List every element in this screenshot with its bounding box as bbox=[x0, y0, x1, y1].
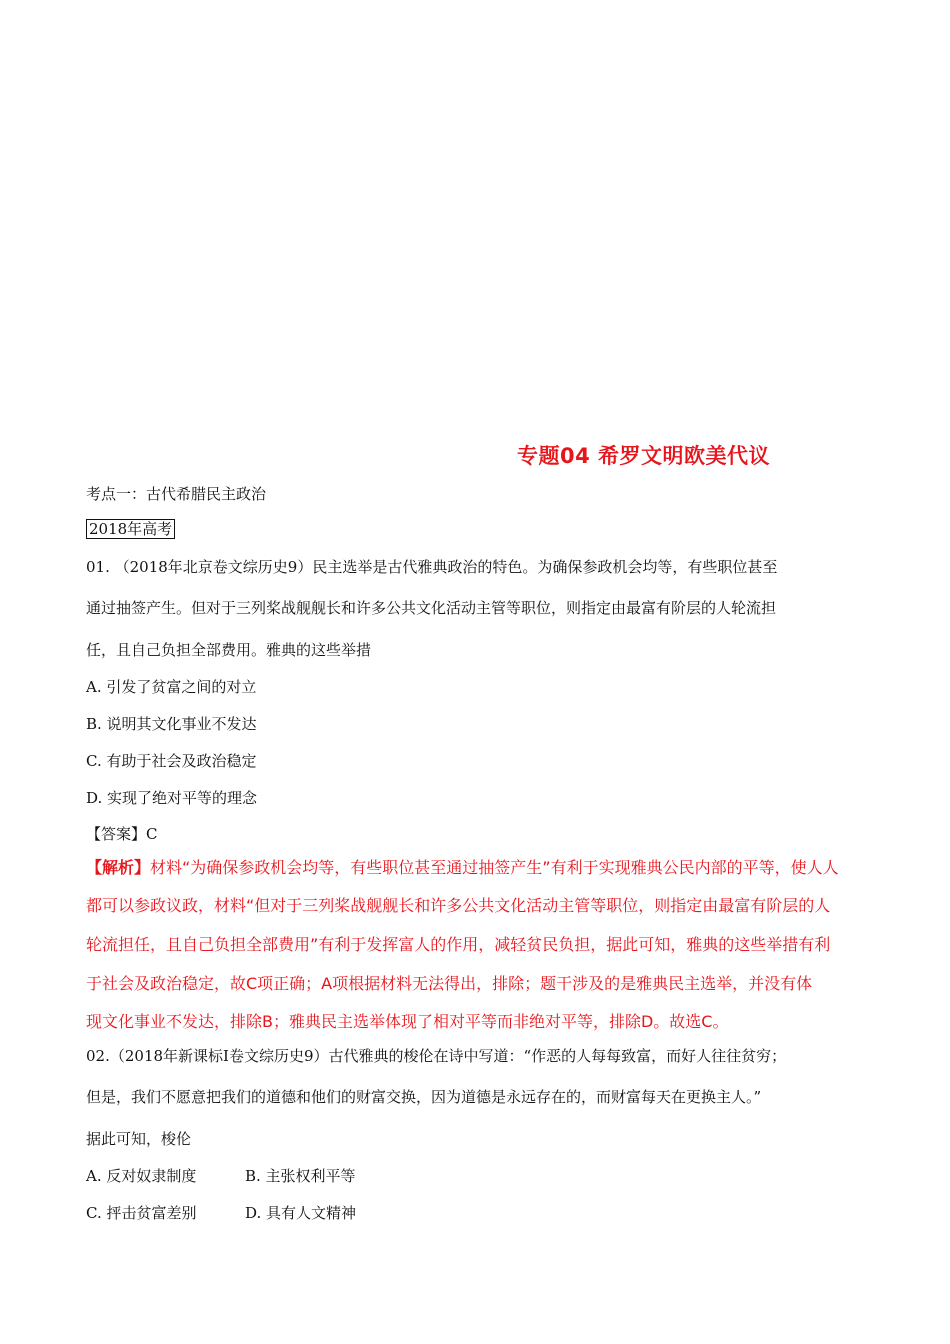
analysis-tag: 【解析】 bbox=[86, 858, 151, 877]
analysis-text: 材料“为确保参政机会均等，有些职位甚至通过抽签产生”有利于实现雅典公民内部的平等，使人人 bbox=[150, 858, 839, 877]
document-title: 专题04 希罗文明欧美代议 bbox=[517, 444, 771, 468]
q1-stem-line-3: 任，且自己负担全部费用。雅典的这些举措 bbox=[86, 641, 372, 659]
q1-option-d: D. 实现了绝对平等的理念 bbox=[86, 789, 258, 807]
q1-option-c: C. 有助于社会及政治稳定 bbox=[86, 752, 257, 770]
year-tag-row bbox=[86, 519, 175, 539]
q2-option-d: D. 具有人文精神 bbox=[245, 1204, 357, 1222]
q2-option-b: B. 主张权利平等 bbox=[245, 1167, 356, 1185]
q2-option-a: A. 反对奴隶制度 bbox=[86, 1167, 197, 1185]
q2-stem-line-1: 02.（2018年新课标Ⅰ卷文综历史9）古代雅典的梭伦在诗中写道：“作恶的人每每致富，而好人往往贫穷； bbox=[86, 1047, 787, 1065]
q2-options-row-1 bbox=[86, 1166, 486, 1186]
q2-options-row-2 bbox=[86, 1203, 486, 1223]
q1-option-a: A. 引发了贫富之间的对立 bbox=[86, 678, 257, 696]
q1-analysis-line-1 bbox=[86, 858, 839, 878]
q1-analysis-line-5: 现文化事业不发达，排除B；雅典民主选举体现了相对平等而非绝对平等，排除D。故选C。 bbox=[86, 1012, 729, 1031]
q2-stem-line-3: 据此可知，梭伦 bbox=[86, 1130, 192, 1148]
q1-stem-line-2: 通过抽签产生。但对于三列桨战舰舰长和许多公共文化活动主管等职位，则指定由最富有阶层的人轮流担 bbox=[86, 599, 777, 617]
q1-analysis-line-2: 都可以参政议政，材料“但对于三列桨战舰舰长和许多公共文化活动主管等职位，则指定由最富有阶层的人 bbox=[86, 896, 831, 915]
q1-analysis-line-4: 于社会及政治稳定，故C项正确；A项根据材料无法得出，排除；题干涉及的是雅典民主选举，并没有体 bbox=[86, 974, 813, 993]
q1-answer: 【答案】C bbox=[86, 825, 158, 843]
q1-option-b: B. 说明其文化事业不发达 bbox=[86, 715, 257, 733]
q2-option-c: C. 抨击贫富差别 bbox=[86, 1204, 197, 1222]
q1-stem-line-1: 01. （2018年北京卷文综历史9）民主选举是古代雅典政治的特色。为确保参政机会均等，有些职位甚至 bbox=[86, 558, 778, 576]
q2-stem-line-2: 但是，我们不愿意把我们的道德和他们的财富交换，因为道德是永远存在的，而财富每天在更换主人。” bbox=[86, 1088, 762, 1106]
year-tag: 2018年高考 bbox=[86, 519, 175, 539]
q1-analysis-line-3: 轮流担任，且自己负担全部费用”有利于发挥富人的作用，减轻贫民负担，据此可知，雅典的这些举措有利 bbox=[86, 935, 831, 954]
section-heading: 考点一：古代希腊民主政治 bbox=[86, 485, 267, 503]
